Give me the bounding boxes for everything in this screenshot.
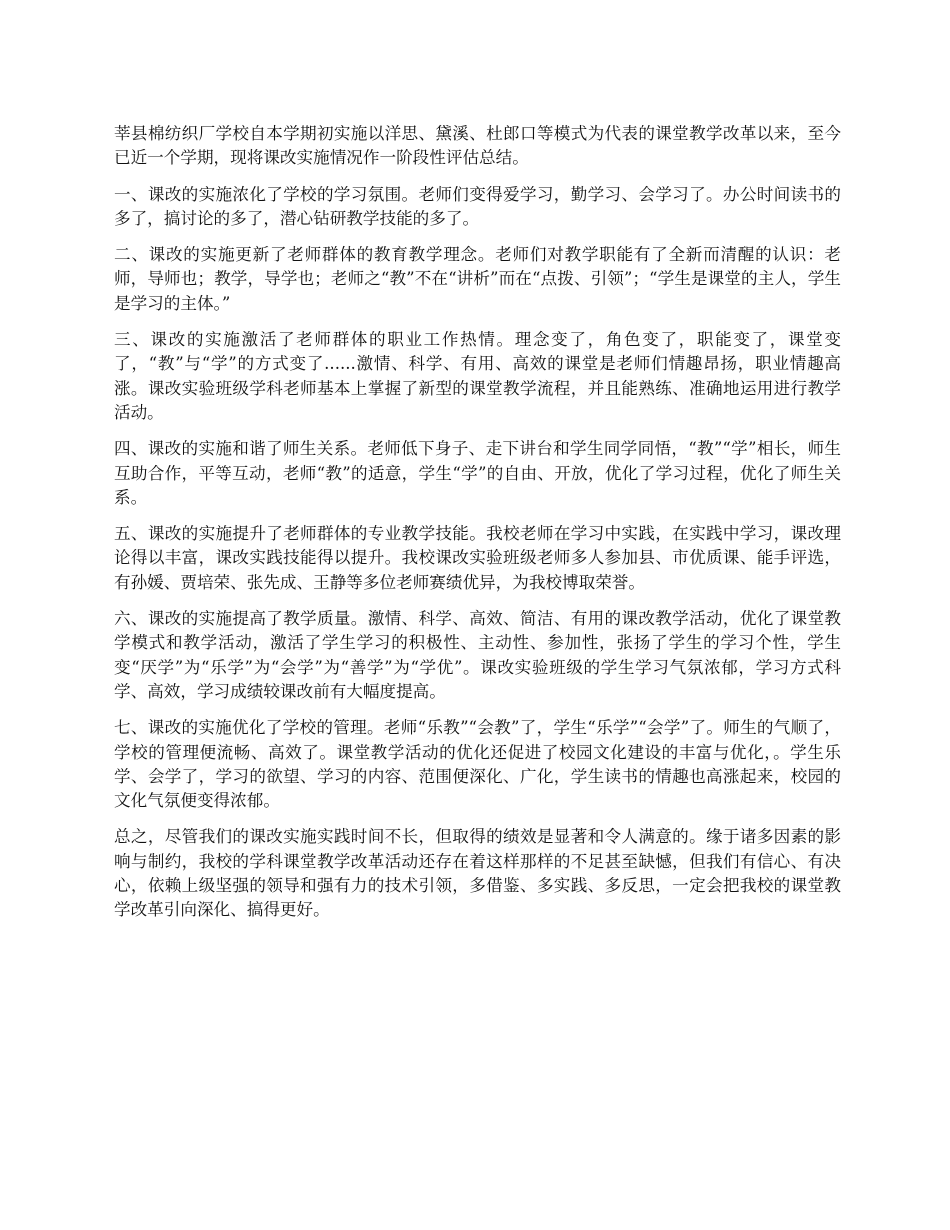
paragraph-4-teacher-student-relations: 四、课改的实施和谐了师生关系。老师低下身子、走下讲台和学生同学同悟，“教”“学”相长，师生互助合作，平等互动，老师“教”的适意，学生“学”的自由、开放，优化了学习过程，优化了师生关系。 [114,439,841,507]
document-body [114,122,841,935]
intro-paragraph: 莘县棉纺织厂学校自本学期初实施以洋思、黛溪、杜郎口等模式为代表的课堂教学改革以来，至今已近一个学期，现将课改实施情况作一阶段性评估总结。 [114,124,841,168]
paragraph-3-work-enthusiasm: 三、课改的实施激活了老师群体的职业工作热情。理念变了，角色变了，职能变了，课堂变了，“教”与“学”的方式变了......激情、科学、有用、高效的课堂是老师们情趣昂扬，职业情趣高涨。课改实验班级学科老师基本上掌握了新型的课堂教学流程，并且能熟练、准确地运用进行教学活动。 [114,330,841,422]
paragraph-1-learning-atmosphere: 一、课改的实施浓化了学校的学习氛围。老师们变得爱学习，勤学习、会学习了。办公时间读书的多了，搞讨论的多了，潜心钻研教学技能的多了。 [114,184,841,228]
paragraph-5-professional-skills: 五、课改的实施提升了老师群体的专业教学技能。我校老师在学习中实践，在实践中学习，课改理论得以丰富，课改实践技能得以提升。我校课改实验班级老师多人参加县、市优质课、能手评选，有孙媛、贾培荣、张先成、王静等多位老师赛绩优异，为我校博取荣誉。 [114,524,841,592]
paragraph-7-school-management: 七、课改的实施优化了学校的管理。老师“乐教”“会教”了，学生“乐学”“会学”了。师生的气顺了，学校的管理便流畅、高效了。课堂教学活动的优化还促进了校园文化建设的丰富与优化，。学生乐学、会学了，学习的欲望、学习的内容、范围便深化、广化，学生读书的情趣也高涨起来，校园的文化气氛便变得浓郁。 [114,718,841,811]
conclusion-paragraph: 总之，尽管我们的课改实施实践时间不长，但取得的绩效是显著和令人满意的。缘于诸多因素的影响与制约，我校的学科课堂教学改革活动还存在着这样那样的不足甚至缺憾，但我们有信心、有决心，依赖上级坚强的领导和强有力的技术引领，多借鉴、多实践、多反思，一定会把我校的课堂教学改革引向深化、搞得更好。 [114,827,841,920]
paragraph-2-teaching-philosophy: 二、课改的实施更新了老师群体的教育教学理念。老师们对教学职能有了全新而清醒的认识：老师，导师也；教学，导学也；老师之“教”不在“讲析”而在“点拨、引领”；“学生是课堂的主人，学生是学习的主体。” [114,245,841,313]
paragraph-6-teaching-quality: 六、课改的实施提高了教学质量。激情、科学、高效、简洁、有用的课改教学活动，优化了课堂教学模式和教学活动，激活了学生学习的积极性、主动性、参加性，张扬了学生的学习个性，学生变“厌学”为“乐学”为“会学”为“善学”为“学优”。课改实验班级的学生学习气氛浓郁，学习方式科学、高效，学习成绩较课改前有大幅度提高。 [114,609,841,701]
